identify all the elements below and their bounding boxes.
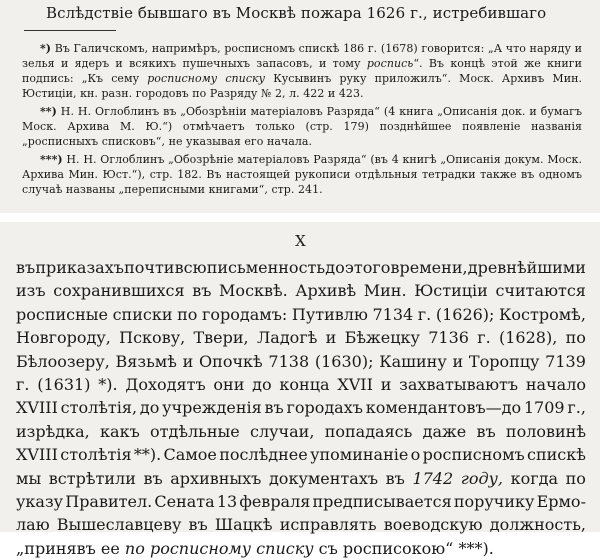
body-word: 7134 [372,304,414,324]
body-word: встрѣтили [48,468,136,488]
body-word: Бѣжецку [344,328,420,348]
body-word: г. [477,328,491,348]
body-word: въ [143,468,163,488]
body-word: февраля [239,492,311,512]
body-word: до [139,398,160,418]
body-word: древнѣйшими [467,258,586,277]
body-word: городамъ: [202,304,288,324]
body-line [16,256,586,279]
body-word: (1630); [314,351,374,371]
body-word: Шацкѣ [214,515,273,535]
body-word: и [452,351,464,371]
body-word: по [565,468,586,488]
body-line [16,420,586,443]
body-word: поручику [453,492,535,512]
body-word: комендантовъ—до [365,398,522,418]
body-word: 7139 [545,351,586,371]
body-word: этого [344,258,391,277]
body-word: мы [16,468,42,488]
body-word: ее [100,538,125,558]
body-word: столѣтія [60,445,132,465]
footnote-text: Кусывинъ руку приложилъ“. Моск. Архивъ Мин. Юстиціи, кн. разн. городовъ по Разряду № 2, л. 422 и 423. [22,72,583,100]
footnotes-list [22,41,582,197]
body-word: когда [510,468,559,488]
body-word: Опочкѣ [199,351,263,371]
body-word: (1631) [37,375,91,395]
body-word: Путивлю [291,304,368,324]
body-word: исправлять [279,515,377,535]
body-word: Вязьмѣ [115,351,177,371]
body-word: росписокою“ [342,538,459,558]
body-word: захватываютъ [399,375,519,395]
body-word: 7138 [268,351,310,371]
body-line [16,443,586,466]
body-word: 13 [216,492,238,512]
body-line [16,490,586,513]
body-word: всю [174,258,207,277]
body-word: до [325,258,345,277]
body-word: должность, [489,515,586,535]
body-word: Сената [154,492,215,512]
body-word: послѣднее [219,445,308,465]
body-word: считаются [495,281,586,301]
body-word: въ [385,468,405,488]
body-word: списки [112,304,173,324]
footnote-2 [22,104,582,149]
body-word: росписные [16,304,108,324]
body-word: Самое [163,445,217,465]
body-line [16,537,586,560]
body-word: упоминаніе [310,445,409,465]
body-word: Ермо- [536,492,586,512]
body-word: Бѣлоозеру, [16,351,110,371]
body-line [16,373,586,396]
body-word: въ [188,515,208,535]
body-line [16,303,586,326]
body-word: Кашину [379,351,447,371]
footnote-rule [24,30,116,31]
body-word: начало [525,375,586,395]
body-word: Доходятъ [125,375,206,395]
body-word: почти [124,258,175,277]
body-word: Юстиціи [414,281,488,301]
body-word: г. [16,375,30,395]
footnote-text: Въ Галичскомъ, напримѣръ, росписномъ спискѣ 186 г. (1678) говорится: „А что наряду и зелья и ядеръ и всякихъ пушечныхъ запасовъ, и тому [22,42,582,70]
body-word: Ладогѣ [256,328,318,348]
body-word: (1626); [435,304,495,324]
body-word: „принявъ [16,538,101,558]
body-word: городахъ [286,398,363,418]
body-word: случаи, [250,421,315,441]
body-word: воеводскую [383,515,483,535]
body-word: Вышеславцеву [56,515,182,535]
body-word: по [565,328,586,348]
body-word: указу [16,492,64,512]
body-word: ***). [458,538,494,558]
body-word: по [177,304,198,324]
footnote-marker: *) [40,42,52,55]
body-word: *). [98,375,118,395]
body-word: г., [567,398,586,418]
body-word: попадаясь [324,421,413,441]
body-word: сохранившихся [53,281,185,301]
body-line [16,326,586,349]
body-word: и [380,375,392,395]
body-word: архивныхъ [170,468,262,488]
body-word: они [213,375,245,395]
body-word: Торопцу [468,351,540,371]
body-word: до [252,375,272,395]
page-number: X [295,232,307,250]
body-word: XVIII [16,398,58,418]
body-word: времени, [390,258,468,277]
body-word: 1709 [523,398,565,418]
body-word: о [410,445,421,465]
body-word: **). [133,445,162,465]
footnote-text: Н. Н. Оглоблинъ въ „Обозрѣніи матеріаловъ Разряда“ (4 книга „Описанія док. и бумагъ Моск. Архива М. Ю.“) отмѣчаетъ только (стр. 179) позднѣйшее появленіе названія „росписныхъ списковъ“, не указывая его начала. [22,105,582,148]
footnote-text: “. Въ концѣ этой же книги подпись: „Къ сему [22,57,582,85]
body-word: спискѣ [527,445,586,465]
body-word: по [124,538,150,558]
body-word: какъ [100,421,140,441]
body-word: лаю [16,515,50,535]
body-word: Костромѣ, [499,304,586,324]
body-word: и [325,328,337,348]
body-word: росписномъ [422,445,525,465]
body-word: Москвѣ. [219,281,288,301]
body-line [16,513,586,536]
body-word: (1628), [498,328,558,348]
body-word: списку [256,538,319,558]
body-word: изъ [16,281,46,301]
body-word: даже [422,421,467,441]
body-word: XVII [337,375,373,395]
body-word: 7136 [428,328,469,348]
body-word: отдѣльные [150,421,240,441]
body-word: Архивѣ [295,281,357,301]
body-word: столѣтія, [60,398,138,418]
body-word: учрежденія [162,398,262,418]
body-word: 1742 [412,468,454,488]
body-word: Твери, [193,328,249,348]
body-word: документахъ [268,468,379,488]
footnote-text: роспись [366,57,414,70]
footnote-text: росписному списку [147,72,266,85]
body-word: Новгороду, [16,328,111,348]
body-word: предписывается [312,492,452,512]
body-word: изрѣдка, [16,421,90,441]
body-word: году, [460,468,503,488]
body-word: XVIII [16,445,58,465]
footnote-1 [22,41,582,101]
body-word: въ [264,398,284,418]
footnotes-panel [0,0,600,213]
body-text [16,256,586,560]
footnote-marker: ***) [40,153,63,166]
body-word: въ [16,258,36,277]
body-word: Пскову, [119,328,186,348]
body-word: и [182,351,194,371]
body-word: Мин. [363,281,407,301]
footnote-marker: **) [40,105,57,118]
body-word: половинѣ [505,421,586,441]
body-word: въ [192,281,212,301]
body-word: г. [417,304,432,324]
top-heading-line: Вслѣдствіе бывшаго въ Москвѣ пожара 1626 г., истребившаго [46,4,547,22]
body-line [16,467,586,490]
body-line [16,279,586,302]
main-text-panel [0,222,600,558]
body-word: приказахъ [35,258,124,277]
body-line [16,350,586,373]
body-word: росписному [149,538,257,558]
body-word: въ [476,421,496,441]
footnote-3 [22,152,582,197]
body-word: письменность [206,258,326,277]
body-line [16,396,586,419]
footnote-text: Н. Н. Оглоблинъ „Обозрѣніе матеріаловъ Разряда“ (въ 4 книгѣ „Описанія докум. Моск. Архива Мин. Юст.“), стр. 182. Въ настоящей рукописи отдѣльныя тетрадки также въ одномъ случаѣ названы „переписными книгами“, стр. 241. [22,153,582,196]
body-word: съ [318,538,343,558]
body-word: Правител. [65,492,153,512]
body-word: конца [279,375,330,395]
